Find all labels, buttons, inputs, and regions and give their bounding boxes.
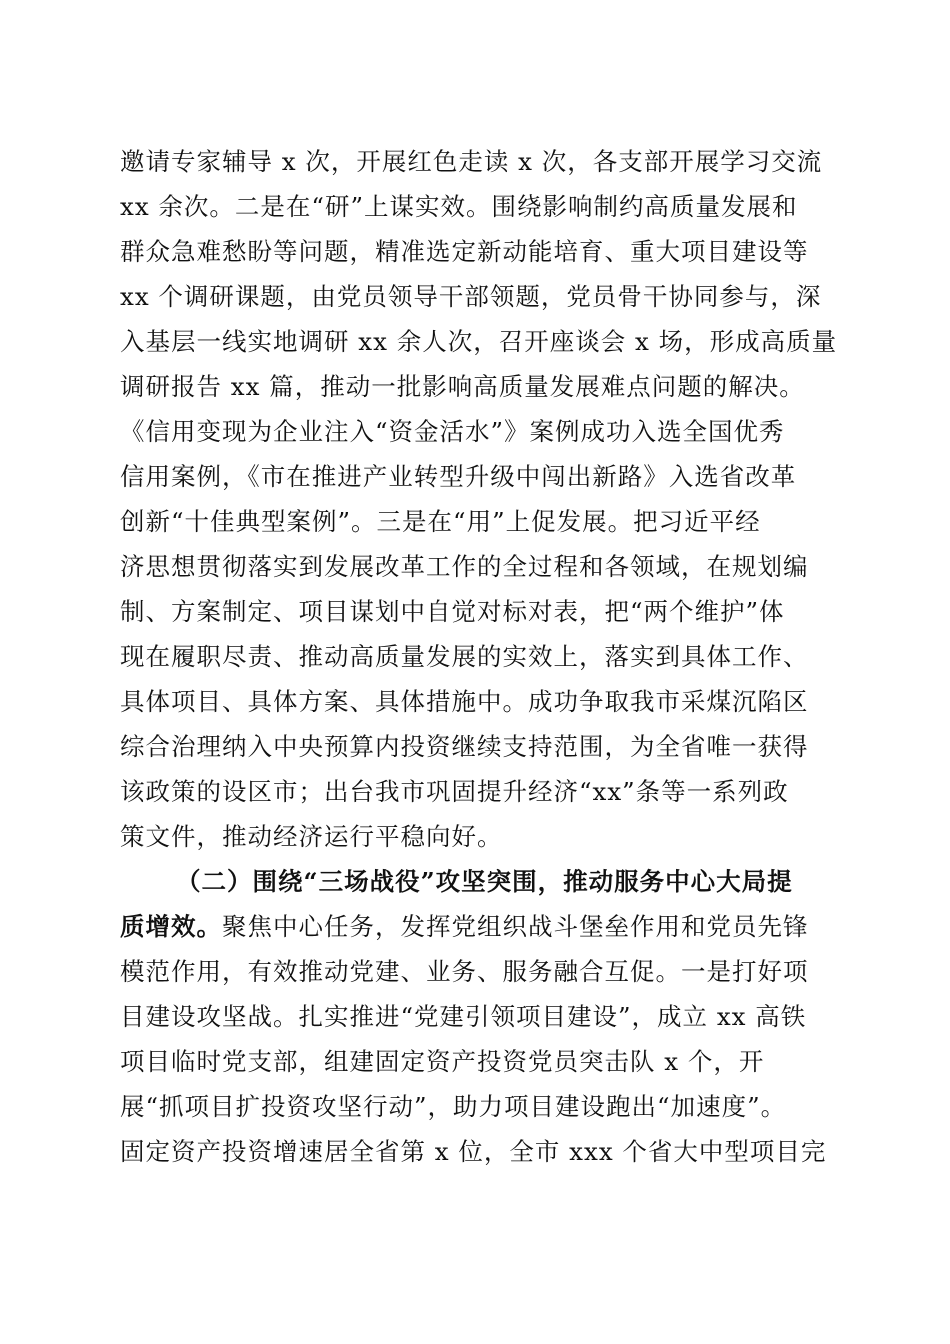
text-line: 现在履职尽责、推动高质量发展的实效上，落实到具体工作、 [120, 642, 809, 671]
text-line: xx 个调研课题，由党员领导干部领题，党员骨干协同参与，深 [120, 282, 822, 311]
text-line: 调研报告 xx 篇，推动一批影响高质量发展难点问题的解决。 [120, 372, 805, 401]
text-line: 制、方案制定、项目谋划中自觉对标对表，把“两个维护”体 [120, 597, 785, 626]
text-line: 创新“十佳典型案例”。三是在“用”上促发展。把习近平经 [120, 507, 761, 536]
text-line: 该政策的设区市；出台我市巩固提升经济“xx”条等一系列政 [120, 777, 789, 806]
text-line [120, 911, 809, 943]
section-heading: （二）围绕“三场战役”攻坚突围，推动服务中心大局提 [176, 867, 793, 896]
text-span: 聚焦中心任务，发挥党组织战斗堡垒作用和党员先锋 [222, 912, 809, 941]
text-line: xx 余次。二是在“研”上谋实效。围绕影响制约高质量发展和 [120, 192, 798, 221]
section-heading-end: 质增效。 [120, 912, 222, 941]
text-line: 综合治理纳入中央预算内投资继续支持范围，为全省唯一获得 [120, 732, 809, 761]
text-line: 展“抓项目扩投资攻坚行动”，助力项目建设跑出“加速度”。 [120, 1092, 787, 1121]
text-line: 邀请专家辅导 x 次，开展红色走读 x 次，各支部开展学习交流 [120, 147, 823, 176]
text-line: 济思想贯彻落实到发展改革工作的全过程和各领域，在规划编 [120, 552, 809, 581]
text-line: 信用案例，《市在推进产业转型升级中闯出新路》入选省改革 [120, 462, 797, 491]
text-line: 策文件，推动经济运行平稳向好。 [120, 822, 503, 851]
text-line: 固定资产投资增速居全省第 x 位，全市 xxx 个省大中型项目完 [120, 1137, 827, 1166]
text-line: 《信用变现为企业注入“资金活水”》案例成功入选全国优秀 [120, 417, 785, 446]
text-line: 具体项目、具体方案、具体措施中。成功争取我市采煤沉陷区 [120, 687, 809, 716]
text-line: 模范作用，有效推动党建、业务、服务融合互促。一是打好项 [120, 957, 809, 986]
text-line: 群众急难愁盼等问题，精准选定新动能培育、重大项目建设等 [120, 237, 809, 266]
text-line: 目建设攻坚战。扎实推进“党建引领项目建设”，成立 xx 高铁 [120, 1002, 807, 1031]
text-line: 项目临时党支部，组建固定资产投资党员突击队 x 个，开 [120, 1047, 765, 1076]
text-line: 入基层一线实地调研 xx 余人次，召开座谈会 x 场，形成高质量 [120, 327, 838, 356]
